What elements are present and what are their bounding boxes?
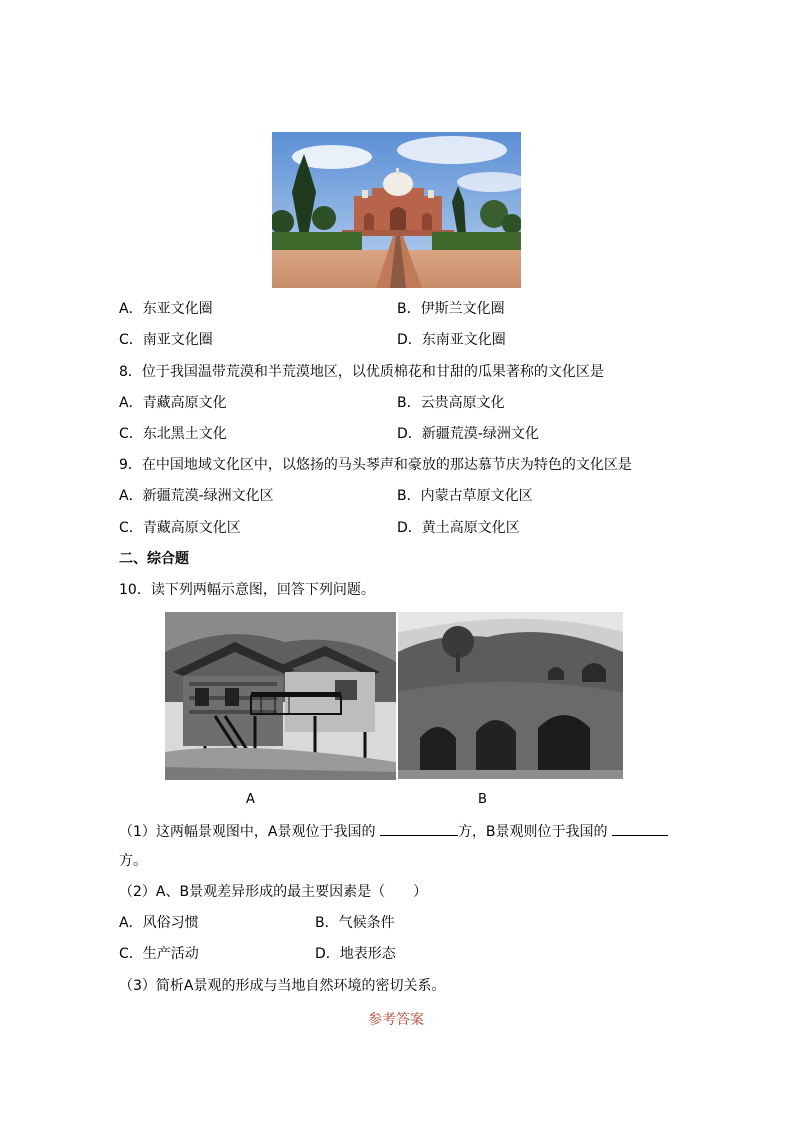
- q8-option-a: A．青藏高原文化: [119, 395, 227, 411]
- q8-option-d: D．新疆荒漠-绿洲文化: [397, 426, 539, 442]
- answer-blank-b[interactable]: [612, 821, 668, 836]
- q9-stem: 9．在中国地域文化区中，以悠扬的马头琴声和豪放的那达慕节庆为特色的文化区是: [119, 457, 632, 473]
- answer-blank-a[interactable]: [380, 821, 458, 836]
- answer-link[interactable]: 参考答案: [368, 1012, 424, 1028]
- q7-option-c: C．南亚文化圈: [119, 332, 213, 348]
- q9-option-b: B．内蒙古草原文化区: [397, 488, 533, 504]
- q10-sub2-option-c: C．生产活动: [119, 946, 199, 962]
- section-title: 二、综合题: [119, 551, 189, 567]
- q10-sub1-part2: 方，B景观则位于我国的: [457, 824, 608, 840]
- photo-b-cave-dwelling: [398, 612, 623, 779]
- q8-option-c: C．东北黑土文化: [119, 426, 227, 442]
- q10-sub1-part1: （1）这两幅景观图中，A景观位于我国的: [119, 824, 376, 840]
- q10-stem: 10．读下列两幅示意图，回答下列问题。: [119, 582, 375, 598]
- q10-sub1-end: 方。: [119, 853, 147, 869]
- q7-option-a: A．东亚文化圈: [119, 301, 213, 317]
- q9-option-c: C．青藏高原文化区: [119, 520, 241, 536]
- q7-option-d: D．东南亚文化圈: [397, 332, 506, 348]
- q9-option-a: A．新疆荒漠-绿洲文化区: [119, 488, 274, 504]
- photo-b-label: B: [478, 792, 487, 807]
- photo-a-label: A: [246, 792, 255, 807]
- q8-option-b: B．云贵高原文化: [397, 395, 505, 411]
- mausoleum-photo: [272, 132, 521, 288]
- q8-stem: 8．位于我国温带荒漠和半荒漠地区，以优质棉花和甘甜的瓜果著称的文化区是: [119, 364, 604, 380]
- q10-sub2-option-b: B．气候条件: [315, 915, 395, 931]
- q10-sub1: [119, 821, 668, 841]
- q10-sub2-option-a: A．风俗习惯: [119, 915, 199, 931]
- q7-option-b: B．伊斯兰文化圈: [397, 301, 505, 317]
- q10-sub2: （2）A、B景观差异形成的最主要因素是（ ）: [119, 884, 428, 900]
- q10-sub2-option-d: D．地表形态: [315, 946, 396, 962]
- q10-sub3: （3）简析A景观的形成与当地自然环境的密切关系。: [119, 978, 446, 994]
- q9-option-d: D．黄土高原文化区: [397, 520, 520, 536]
- photo-a-wooden-house: [165, 612, 396, 780]
